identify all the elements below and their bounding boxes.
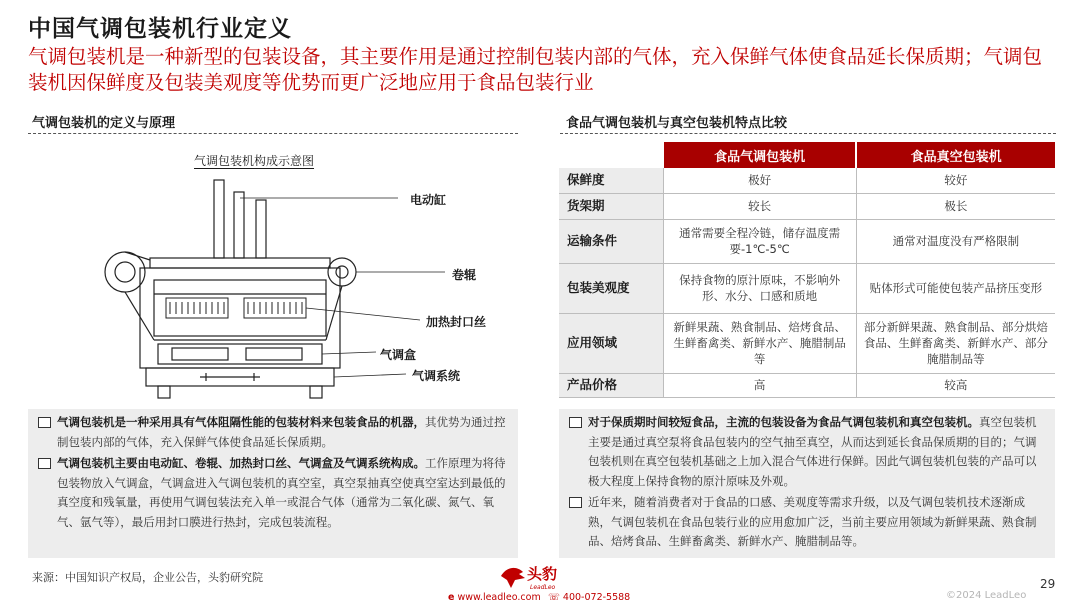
checkbox-bullet-icon xyxy=(569,417,582,428)
table-header-map-machine: 食品气调包装机 xyxy=(663,142,856,168)
bullet-text xyxy=(588,493,1047,552)
table-cell: 贴体形式可能使包装产品挤压变形 xyxy=(856,263,1055,313)
table-cell: 通常需要全程冷链，储存温度需要-1℃-5℃ xyxy=(663,219,856,263)
list-item xyxy=(38,413,510,452)
left-summary-box xyxy=(28,409,518,558)
table-row xyxy=(559,313,1055,373)
row-label: 货架期 xyxy=(559,193,663,219)
table-row xyxy=(559,373,1055,397)
table-cell: 新鲜果蔬、熟食制品、焙烤食品、生鲜畜禽类、新鲜水产、腌腊制品等 xyxy=(663,313,856,373)
bullet-bold-text: 气调包装机是一种采用具有气体阻隔性能的包装材料来包装食品的机器， xyxy=(57,415,425,429)
left-divider xyxy=(28,133,518,134)
table-cell: 极好 xyxy=(663,168,856,193)
row-label: 保鲜度 xyxy=(559,168,663,193)
page-title: 中国气调包装机行业定义 xyxy=(28,16,292,42)
list-item xyxy=(569,493,1047,552)
bullet-bold-text: 对于保质期时间较短食品，主流的包装设备为食品气调包装机和真空包装机。 xyxy=(588,415,979,429)
checkbox-bullet-icon xyxy=(38,417,51,428)
right-divider xyxy=(560,133,1056,134)
table-cell: 高 xyxy=(663,373,856,397)
table-row xyxy=(559,219,1055,263)
table-cell: 较好 xyxy=(856,168,1055,193)
roller-right xyxy=(328,258,356,286)
table-cell: 通常对温度没有严格限制 xyxy=(856,219,1055,263)
leopard-icon xyxy=(501,568,525,588)
table-cell: 较长 xyxy=(663,193,856,219)
bullet-body-text: 工作原理为将待包装物放入气调盒，气调盒进入气调包装机的真空室，真空泵抽真空使真空室达到最低的真空度和残氧量，再使用气调包装法充入单一或混合气体（通常为二氧化碳、氮气、氧气、氩气等），最后用封口膜进行热封，完成包装流程。 xyxy=(57,456,506,529)
callout-electric-cylinder: 电动缸 xyxy=(410,193,447,207)
callout-gas-system: 气调系统 xyxy=(412,369,461,383)
leadleo-logo xyxy=(497,560,567,594)
table-row xyxy=(559,193,1055,219)
logo-subtext: LeadLeo xyxy=(530,584,556,591)
page-subtitle: 气调包装机是一种新型的包装设备，其主要作用是通过控制包装内部的气体，充入保鲜气体使食品延长保质期；气调包装机因保鲜度及包装美观度等优势而更广泛地应用于食品包装行业 xyxy=(28,45,1043,94)
bullet-text xyxy=(588,413,1047,491)
footer-website[interactable] xyxy=(448,592,541,603)
source-note: 来源：中国知识产权局，企业公告，头豹研究院 xyxy=(32,571,263,584)
table-header-vacuum-machine: 食品真空包装机 xyxy=(856,142,1055,168)
phone-icon: ☏ xyxy=(548,592,560,603)
vacuum-chamber xyxy=(154,280,326,336)
roller-left xyxy=(105,252,145,292)
checkbox-bullet-icon xyxy=(38,458,51,469)
table-header-row xyxy=(559,142,1055,168)
table-cell: 极长 xyxy=(856,193,1055,219)
phone-text: 400-072-5588 xyxy=(562,592,631,603)
table-cell: 较高 xyxy=(856,373,1055,397)
callout-heat-seal-wire: 加热封口丝 xyxy=(426,315,487,329)
left-section-title: 气调包装机的定义与原理 xyxy=(32,116,176,131)
callout-gas-box: 气调盒 xyxy=(380,348,417,362)
bullet-body-text: 近年来，随着消费者对于食品的口感、美观度等需求升级，以及气调包装机技术逐渐成熟，气调包装机在食品包装行业的应用愈加广泛，当前主要应用领域为新鲜果蔬、熟食制品、焙烤食品、生鲜畜禽类、新鲜水产、腌腊制品等。 xyxy=(588,495,1037,548)
table-row xyxy=(559,263,1055,313)
upper-frame xyxy=(150,258,330,268)
bullet-text xyxy=(57,413,510,452)
seal-tray-left xyxy=(166,298,228,318)
bullet-text xyxy=(57,454,510,532)
right-summary-box xyxy=(559,409,1055,558)
machine-diagram xyxy=(80,172,520,400)
seal-tray-right xyxy=(244,298,306,318)
cylinder-rod xyxy=(256,200,266,258)
diagram-title: 气调包装机构成示意图 xyxy=(194,154,315,168)
comparison-table xyxy=(559,142,1055,398)
row-label: 运输条件 xyxy=(559,219,663,263)
list-item xyxy=(569,413,1047,491)
website-text: www.leadleo.com xyxy=(457,592,541,603)
globe-icon: e xyxy=(448,592,455,603)
checkbox-bullet-icon xyxy=(569,497,582,508)
logo-text: 头豹 xyxy=(527,565,558,583)
table-cell: 部分新鲜果蔬、熟食制品、部分烘焙食品、生鲜畜禽类、新鲜水产、部分腌腊制品等 xyxy=(856,313,1055,373)
footer-phone xyxy=(548,592,630,603)
gas-box xyxy=(158,344,322,364)
row-label: 产品价格 xyxy=(559,373,663,397)
bullet-body-text: 真空包装机主要是通过真空泵将食品包装内的空气抽至真空，从而达到延长食品保质期的目的；气调包装机则在真空包装机基础之上加入混合气体进行保鲜。因此气调包装机包装的产品可以极大程度上保持食物的原汁原味及外观。 xyxy=(588,415,1037,488)
bullet-bold-text: 气调包装机主要由电动缸、卷辊、加热封口丝、气调盒及气调系统构成。 xyxy=(57,456,425,470)
cylinder-rod xyxy=(234,192,244,258)
row-label: 包装美观度 xyxy=(559,263,663,313)
row-label: 应用领域 xyxy=(559,313,663,373)
bullet-body-text: 其优势为通过控制包装内部的气体，充入保鲜气体使食品延长保质期。 xyxy=(57,415,506,449)
table-header-corner xyxy=(559,142,663,168)
right-section-title: 食品气调包装机与真空包装机特点比较 xyxy=(566,116,788,131)
callout-roller: 卷辊 xyxy=(452,268,477,282)
cylinder-rod xyxy=(214,180,224,258)
list-item xyxy=(38,454,510,532)
page-number: 29 xyxy=(1040,577,1056,591)
table-row xyxy=(559,168,1055,193)
copyright: ©2024 LeadLeo xyxy=(946,590,1027,601)
table-cell: 保持食物的原汁原味，不影响外形、水分、口感和质地 xyxy=(663,263,856,313)
